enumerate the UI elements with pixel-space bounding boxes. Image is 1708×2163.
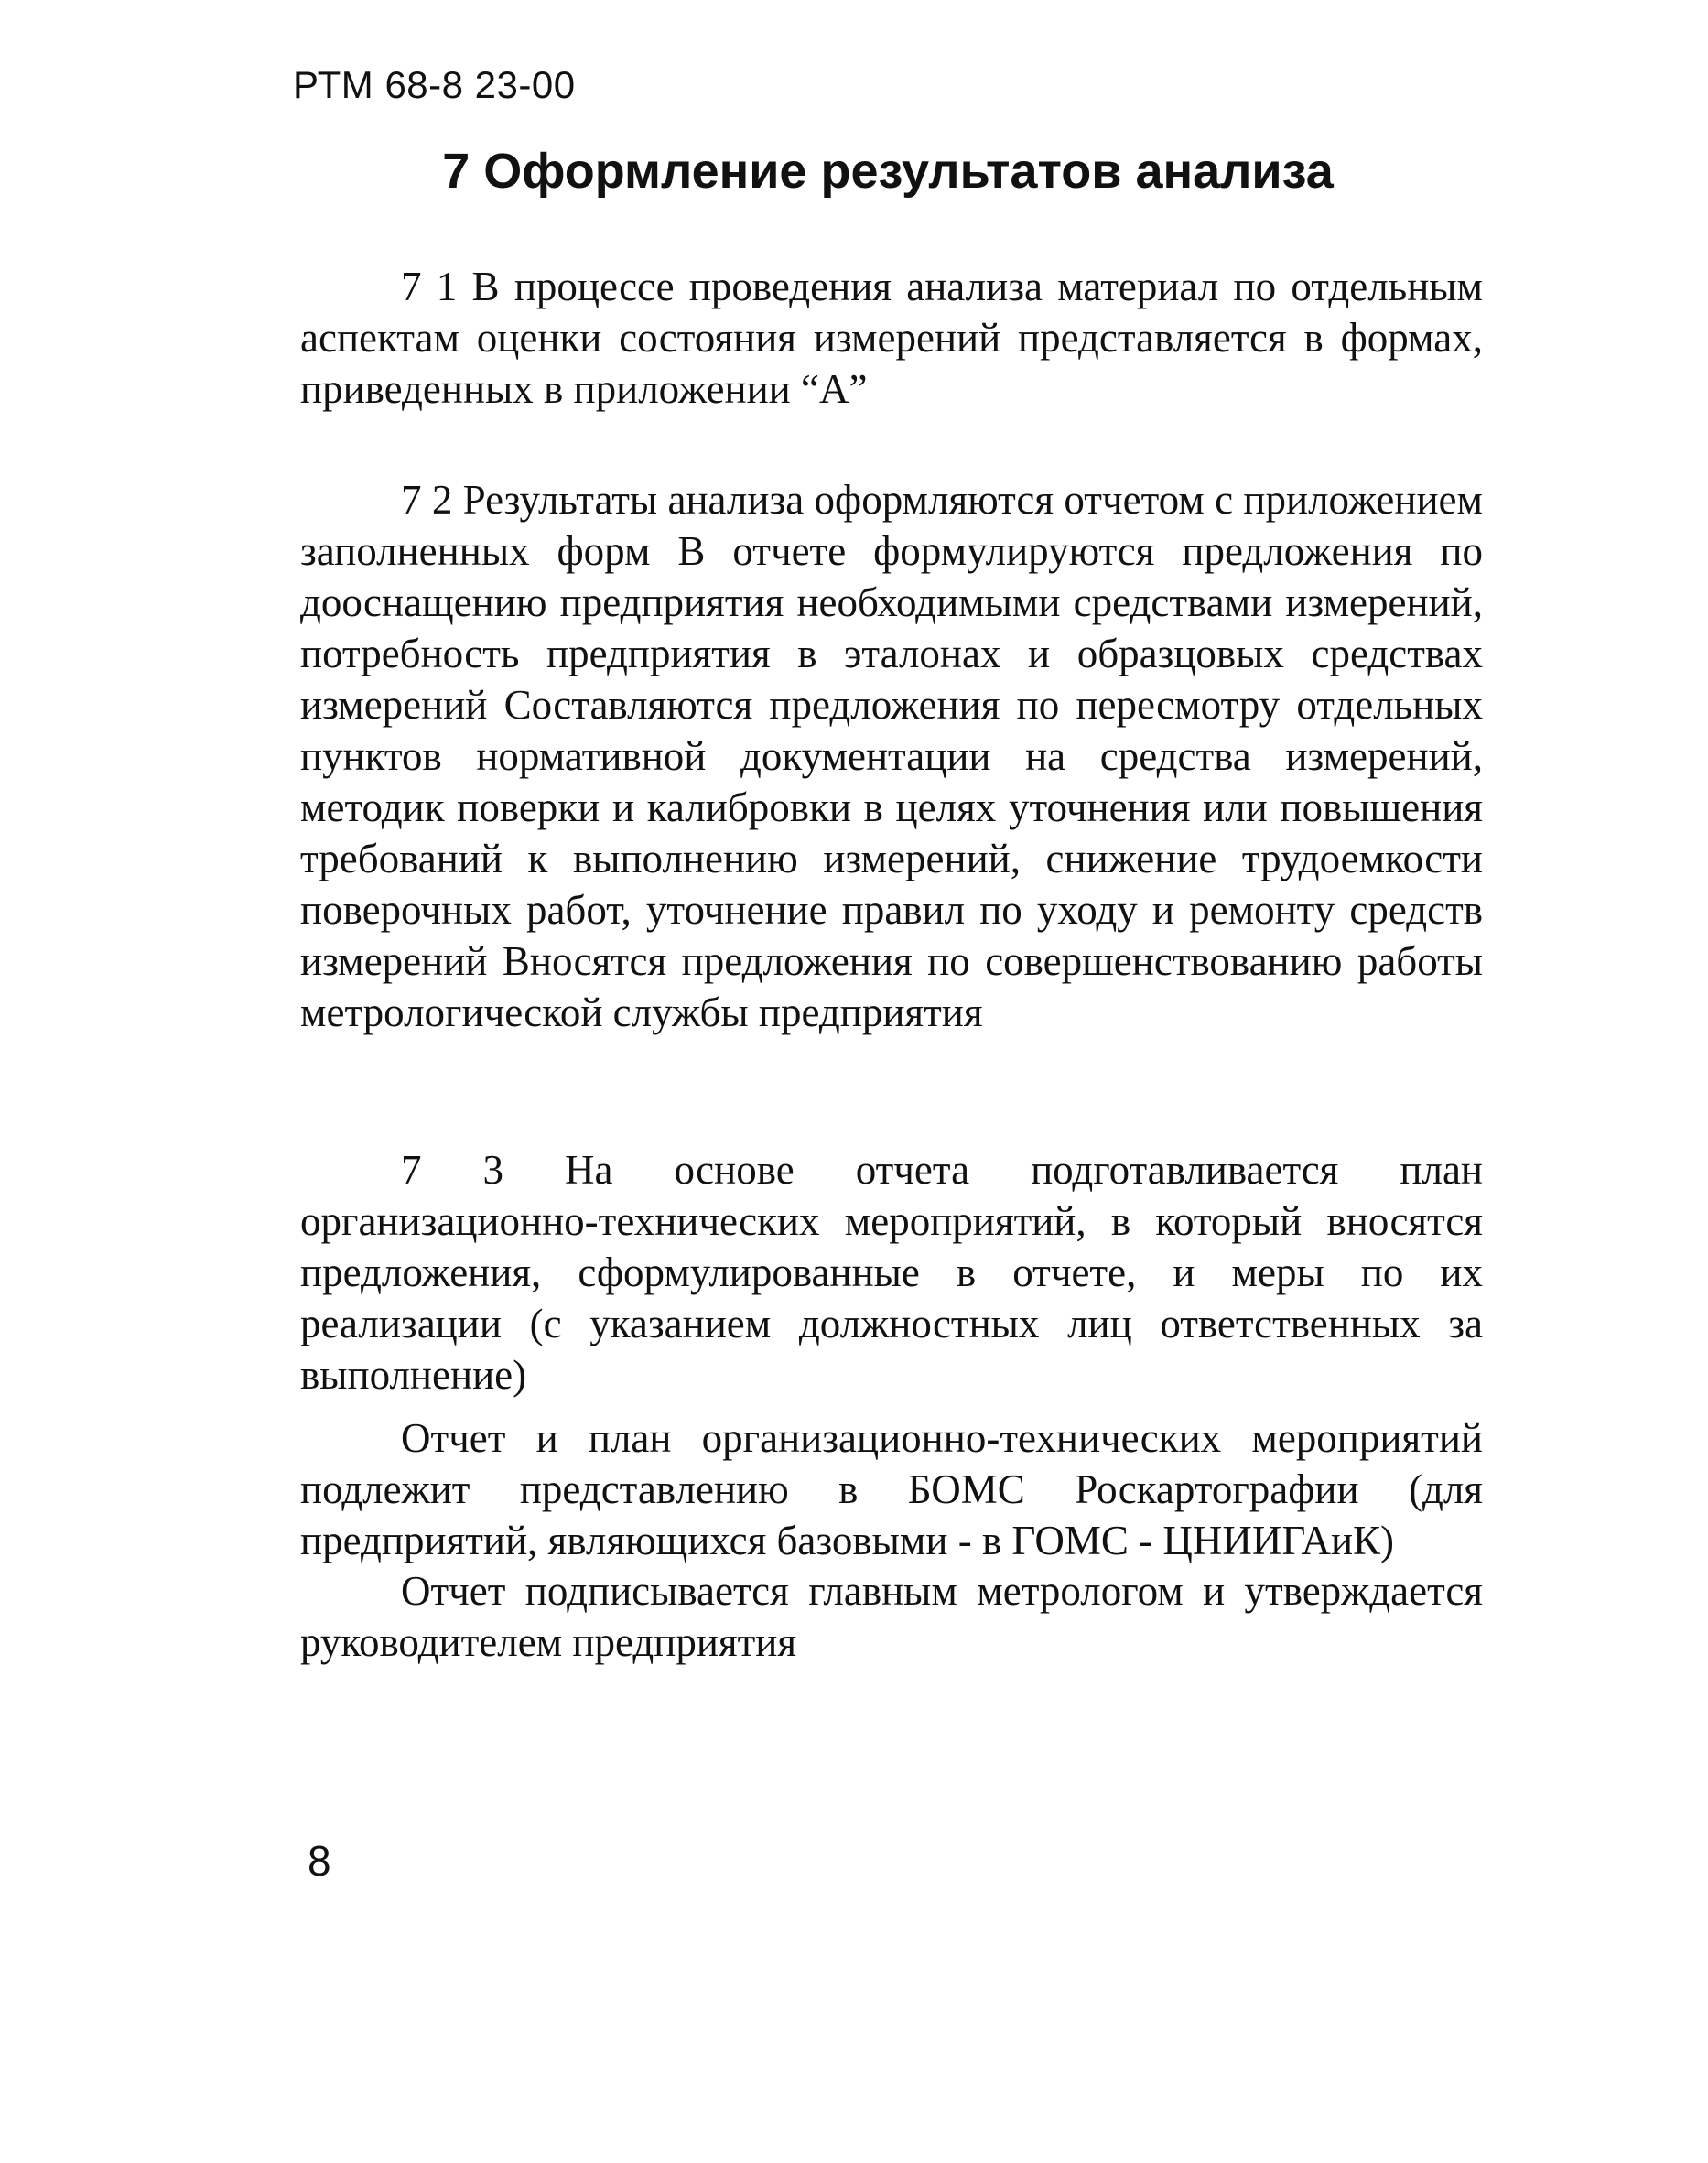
document-code: РТМ 68-8 23-00 — [293, 63, 576, 106]
paragraph-text: 7 1 В процессе проведения анализа материал по отдельным аспектам оценки состояния измерений представляется в формах, приведенных в приложении “А” — [300, 264, 1483, 412]
paragraph-report-approval — [300, 1565, 1483, 1668]
paragraph-text: 7 2 Результаты анализа оформляются отчетом с приложением заполненных форм В отчете формулируются предложения по дооснащению предприятия необходимыми средствами измерений, потребность предприятия в эталонах и образцовых средствах измерений Составляются предложения по пересмотру отдельных пунктов нормативной документации на средства измерений, методик поверки и калибровки в целях уточнения или повышения требований к выполнению измерений, снижение трудоемкости поверочных работ, уточнение правил по уходу и ремонту средств измерений Вносятся предложения по совершенствованию работы метрологической службы предприятия — [300, 477, 1483, 1035]
paragraph-text: Отчет подписывается главным метрологом и утверждается руководителем предприятия — [300, 1568, 1483, 1665]
paragraph-7-1 — [300, 261, 1483, 415]
section-title: 7 Оформление результатов анализа — [442, 144, 1334, 199]
paragraph-text: Отчет и план организационно-технических мероприятий подлежит представлению в БОМС Роскартографии (для предприятий, являющихся базовыми - в ГОМС - ЦНИИГАиК) — [300, 1415, 1483, 1563]
page-number: 8 — [308, 1837, 331, 1885]
paragraph-7-3 — [300, 1144, 1483, 1401]
paragraph-report-submission — [300, 1412, 1483, 1566]
paragraph-text: 7 3 На основе отчета подготавливается план организационно-технических мероприятий, в который вносятся предложения, сформулированные в отчете, и меры по их реализации (с указанием должностных лиц ответственных за выполнение) — [300, 1147, 1483, 1398]
paragraph-7-2 — [300, 474, 1483, 1038]
